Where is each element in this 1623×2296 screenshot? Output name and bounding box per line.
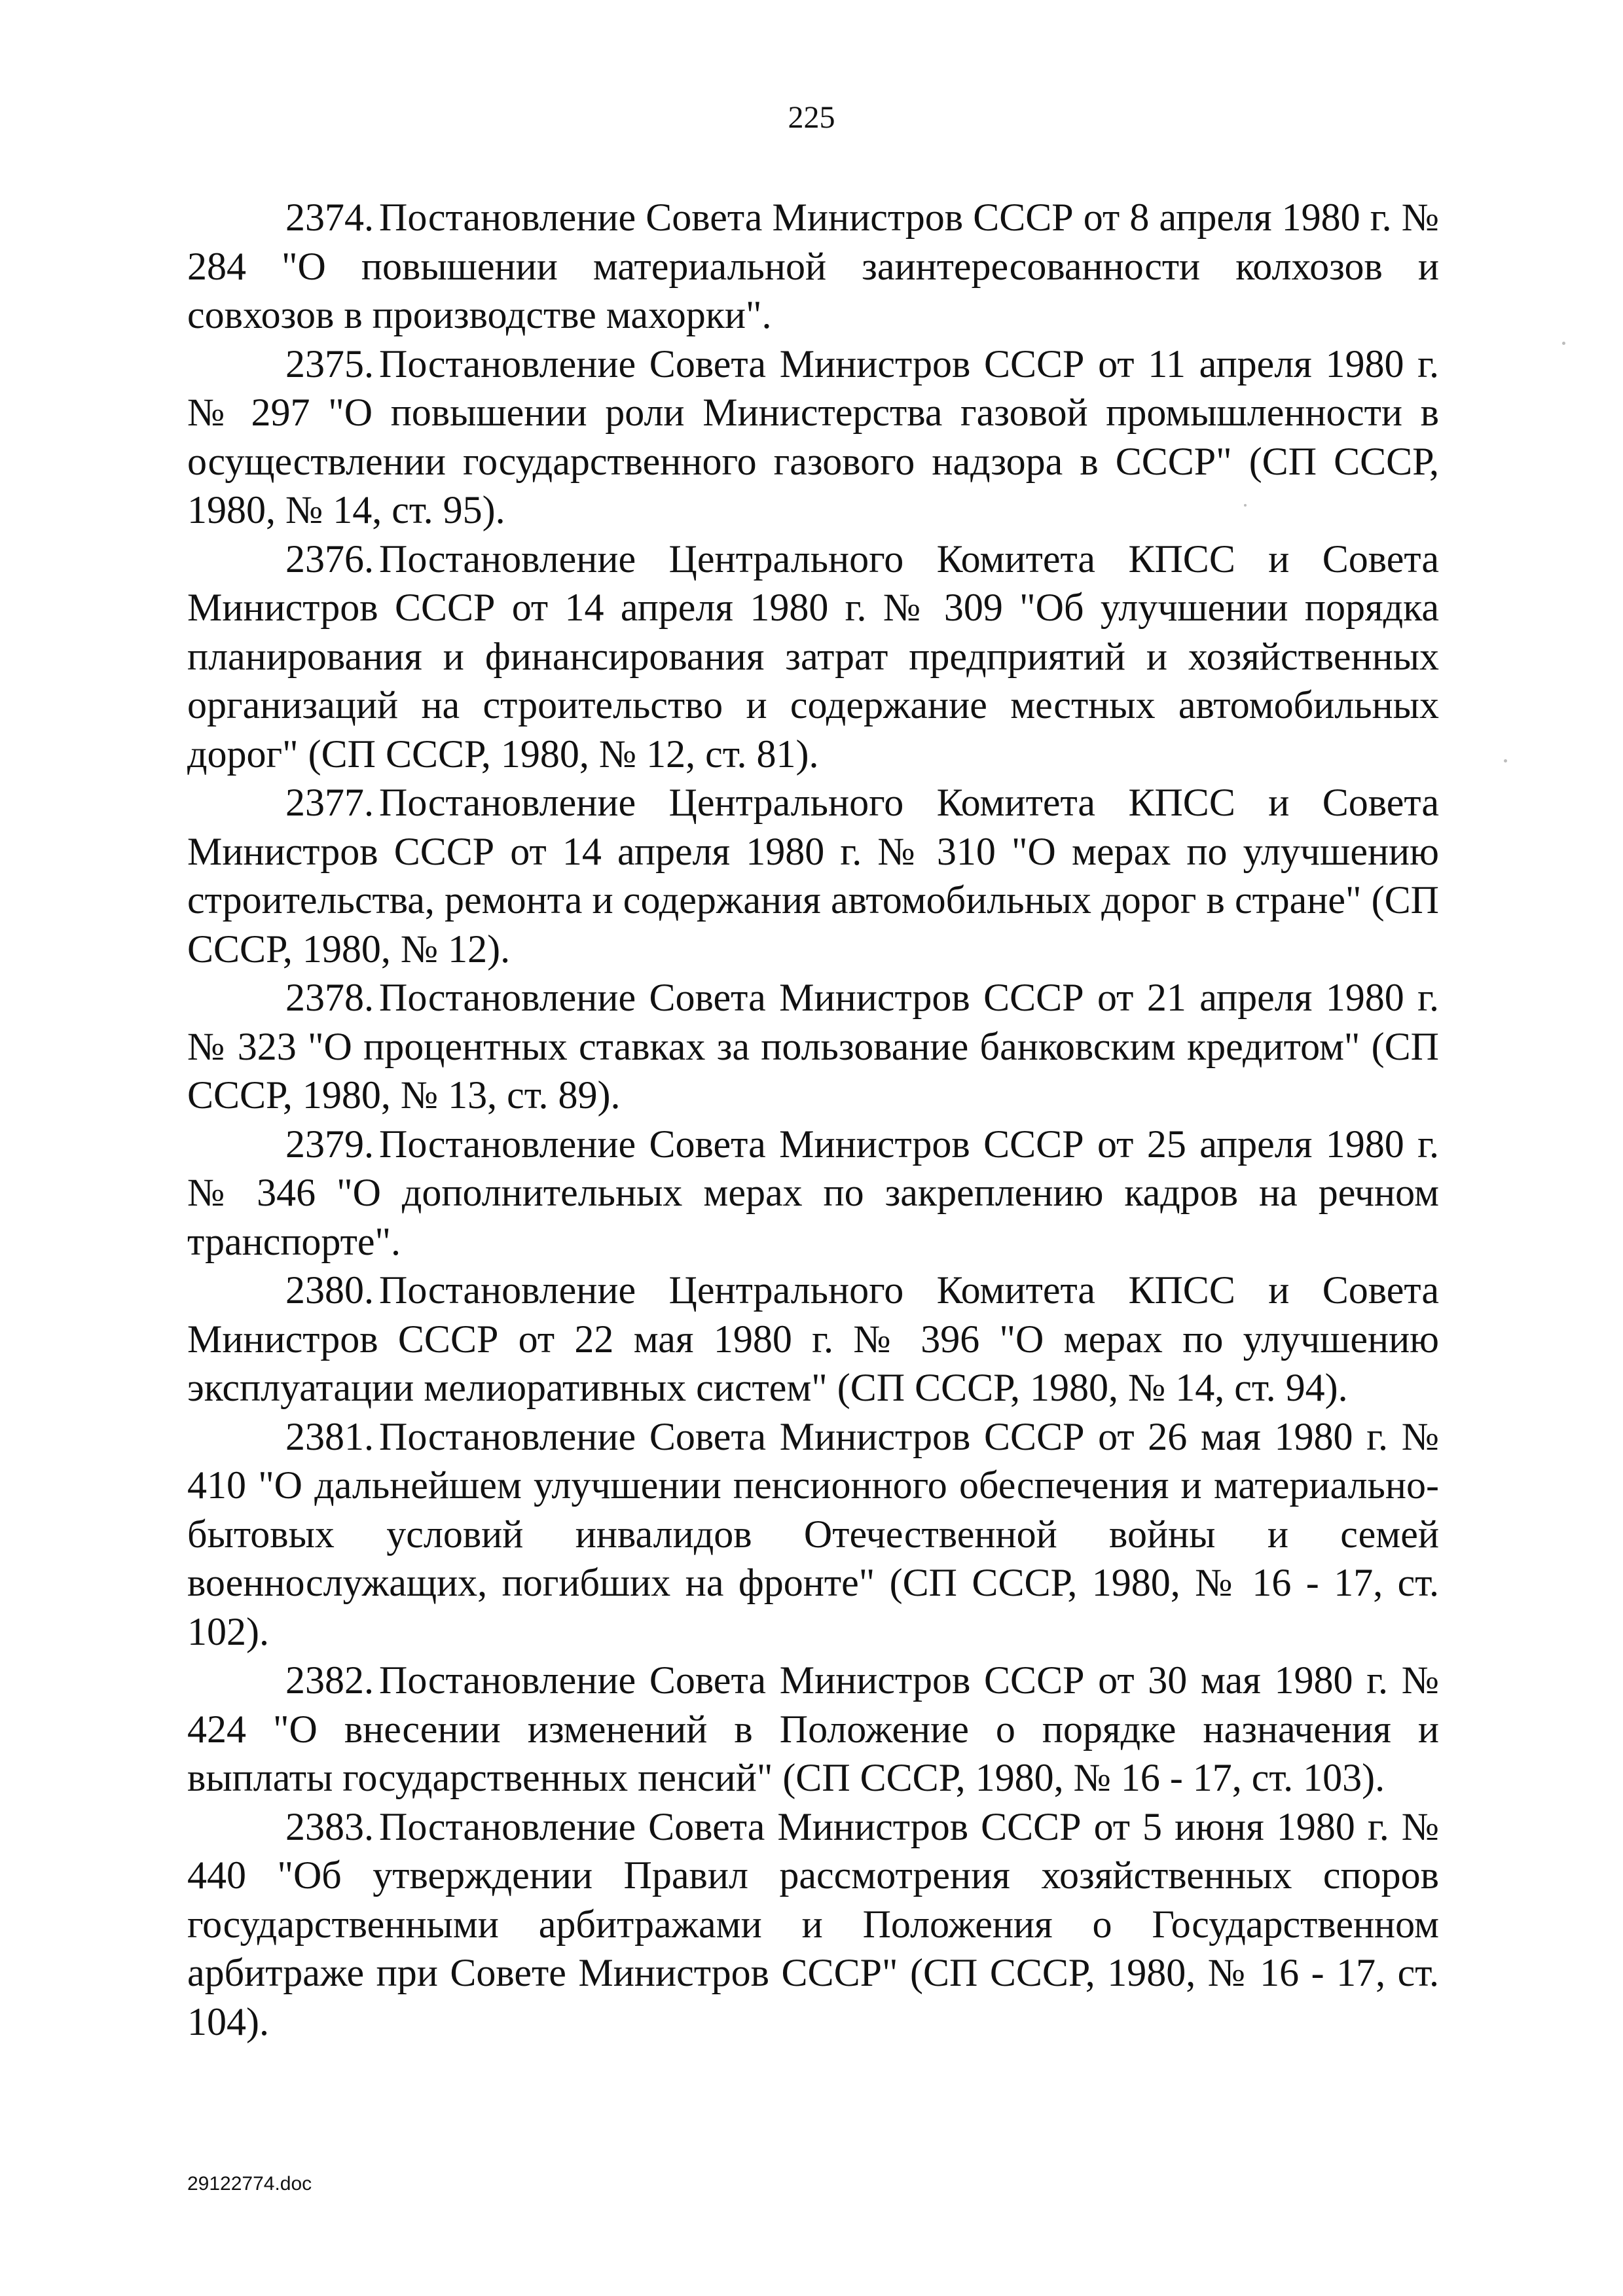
entry-text: Постановление Совета Министров СССР от 8 апреля 1980 г. № 284 "О повышении материальной заинтересованности колхозов и совхозов в производстве махорки". — [187, 196, 1439, 336]
entry-2379 — [187, 1120, 1439, 1266]
entry-2375 — [187, 340, 1439, 535]
entry-text: Постановление Совета Министров СССР от 5 июня 1980 г. № 440 "Об утверждении Правил рассмотрения хозяйственных споров государственными арбитражами и Положения о Государственном арбитраже при Совете Министров СССР" (СП СССР, 1980, № 16 - 17, ст. 104). — [187, 1804, 1439, 2043]
entry-number: 2383. — [285, 1804, 374, 1848]
entry-2377 — [187, 778, 1439, 973]
entry-number: 2382. — [285, 1659, 374, 1702]
entry-2378 — [187, 973, 1439, 1120]
entry-number: 2377. — [285, 781, 374, 824]
entry-text: Постановление Совета Министров СССР от 26 мая 1980 г. № 410 "О дальнейшем улучшении пенсионного обеспечения и материально-бытовых условий инвалидов Отечественной войны и семей военнослужащих, погибших на фронте" (СП СССР, 1980, № 16 - 17, ст. 102). — [187, 1414, 1439, 1653]
entry-text: Постановление Совета Министров СССР от 21 апреля 1980 г. № 323 "О процентных ставках за пользование банковским кредитом" (СП СССР, 1980, № 13, ст. 89). — [187, 976, 1439, 1117]
entry-text: Постановление Совета Министров СССР от 25 апреля 1980 г. № 346 "О дополнительных мерах по закреплению кадров на речном транспорте". — [187, 1122, 1439, 1263]
entry-number: 2378. — [285, 976, 374, 1019]
entries-list — [187, 193, 1439, 2046]
entry-number: 2376. — [285, 537, 374, 581]
entry-text: Постановление Центрального Комитета КПСС и Совета Министров СССР от 22 мая 1980 г. № 396 "О мерах по улучшению эксплуатации мелиоративных систем" (СП СССР, 1980, № 14, ст. 94). — [187, 1268, 1439, 1409]
entry-text: Постановление Центрального Комитета КПСС и Совета Министров СССР от 14 апреля 1980 г. № 309 "Об улучшении порядка планирования и финансирования затрат предприятий и хозяйственных организаций на строительство и содержание местных автомобильных дорог" (СП СССР, 1980, № 12, ст. 81). — [187, 537, 1439, 776]
scan-speck — [1504, 759, 1507, 762]
entry-number: 2374. — [285, 196, 374, 239]
entry-2376 — [187, 535, 1439, 779]
entry-number: 2379. — [285, 1122, 374, 1166]
entry-number: 2380. — [285, 1268, 374, 1312]
entry-2374 — [187, 193, 1439, 340]
entry-text: Постановление Центрального Комитета КПСС и Совета Министров СССР от 14 апреля 1980 г. № 310 "О мерах по улучшению строительства, ремонта и содержания автомобильных дорог в стране" (СП СССР, 1980, № 12). — [187, 781, 1439, 971]
scan-speck — [1562, 342, 1565, 345]
page-number: 225 — [788, 100, 835, 135]
entry-number: 2381. — [285, 1414, 374, 1458]
entry-text: Постановление Совета Министров СССР от 30 мая 1980 г. № 424 "О внесении изменений в Положение о порядке назначения и выплаты государственных пенсий" (СП СССР, 1980, № 16 - 17, ст. 103). — [187, 1659, 1439, 1799]
document-filename: 29122774.doc — [187, 2173, 312, 2195]
entry-text: Постановление Совета Министров СССР от 11 апреля 1980 г. № 297 "О повышении роли Министерства газовой промышленности в осуществлении государственного газового надзора в СССР" (СП СССР, 1980, № 14, ст. 95). — [187, 342, 1439, 531]
scan-speck — [1244, 504, 1247, 507]
entry-2383 — [187, 1803, 1439, 2047]
entry-2382 — [187, 1656, 1439, 1803]
entry-number: 2375. — [285, 342, 374, 386]
entry-2381 — [187, 1412, 1439, 1657]
entry-2380 — [187, 1266, 1439, 1412]
